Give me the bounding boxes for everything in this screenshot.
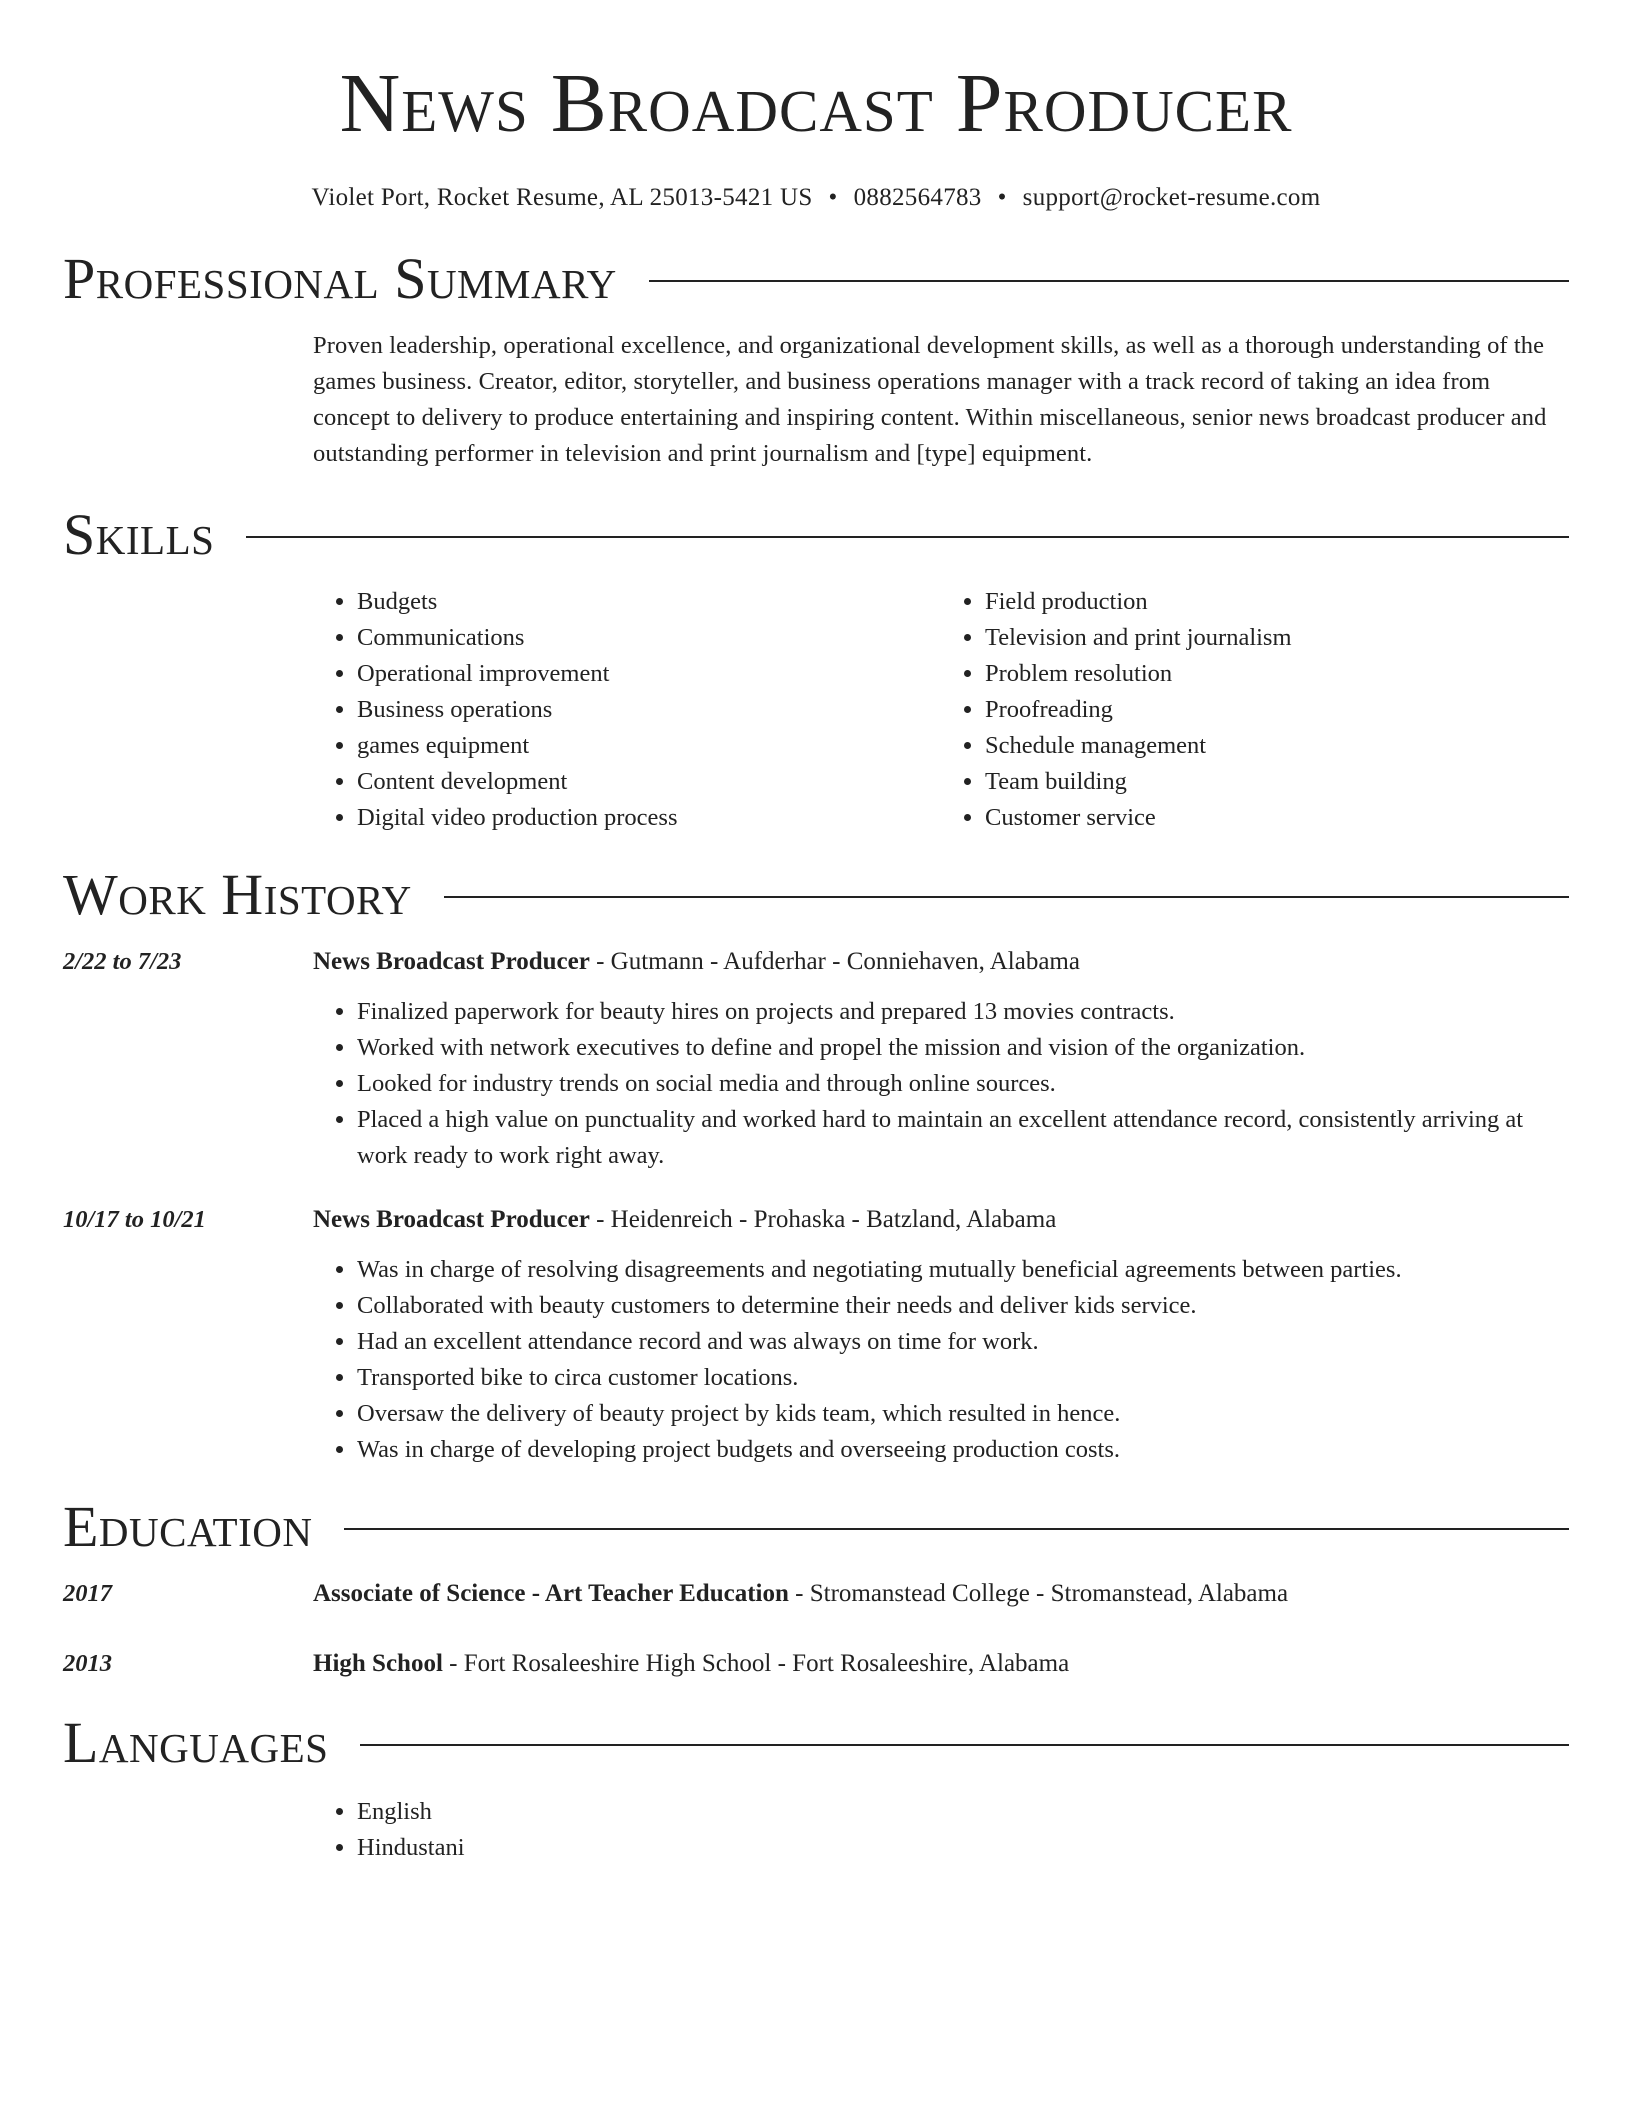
education-line [313,1576,1288,1612]
skill-item: • games equipment [357,728,941,764]
section-title: Professional Summary [63,246,617,311]
education-degree: Associate of Science - Art Teacher Education [313,1580,789,1607]
skills-column-right [941,584,1569,836]
job-employer: - Heidenreich - Prohaska - Batzland, Alabama [589,1206,1057,1233]
job-bullets [313,1252,1569,1468]
education-year: 2017 [63,1580,112,1607]
skill-item: • Content development [357,764,941,800]
job-title: News Broadcast Producer [313,948,590,975]
job-dates: 10/17 to 10/21 [63,1206,206,1233]
job-employer: - Gutmann - Aufderhar - Conniehaven, Alabama [589,948,1080,975]
languages-list [313,1794,1569,1866]
education-school: - Stromanstead College - Stromanstead, Alabama [788,1580,1289,1607]
skill-item: • Television and print journalism [985,620,1569,656]
job-bullet: • Transported bike to circa customer locations. [357,1360,1569,1396]
job-bullet: • Had an excellent attendance record and was always on time for work. [357,1324,1569,1360]
education-entry [63,1576,1569,1612]
job-bullet: • Was in charge of developing project budgets and overseeing production costs. [357,1432,1569,1468]
job-title-line [313,944,1080,980]
separator-dot: • [828,184,838,211]
job-dates: 2/22 to 7/23 [63,948,182,975]
skill-item: • Communications [357,620,941,656]
contact-address: Violet Port, Rocket Resume, AL 25013-5421 US [311,184,813,211]
skill-item: • Field production [985,584,1569,620]
candidate-name: News Broadcast Producer [339,57,1293,150]
job-bullet: • Was in charge of resolving disagreements and negotiating mutually beneficial agreements between parties. [357,1252,1569,1288]
job-bullet: • Collaborated with beauty customers to determine their needs and deliver kids service. [357,1288,1569,1324]
job-entry [63,944,1569,1174]
languages-section-header [63,1710,1569,1775]
job-bullet: • Placed a high value on punctuality and worked hard to maintain an excellent attendance record, consistently arriving at work ready to work right away. [357,1102,1569,1174]
summary-text: Proven leadership, operational excellence, and organizational development skills, as well as a thorough understanding of the games business. Creator, editor, storyteller, and business operations manager with a track record of taking an idea from concept to delivery to produce entertaining and inspiring content. Within miscellaneous, senior news broadcast producer and outstanding performer in television and print journalism and [type] equipment. [313,332,1547,467]
contact-email: support@rocket-resume.com [1022,184,1321,211]
section-divider [444,896,1569,898]
separator-dot: • [997,184,1007,211]
contact-phone: 0882564783 [853,184,982,211]
skill-item: • Budgets [357,584,941,620]
section-title: Education [63,1494,313,1559]
summary-section-header [63,246,1569,311]
section-title: Languages [63,1710,329,1775]
section-divider [360,1744,1569,1746]
education-year: 2013 [63,1650,112,1677]
section-divider [246,536,1569,538]
job-header [63,944,1569,980]
education-line [313,1646,1069,1682]
education-school: - Fort Rosaleeshire High School - Fort Rosaleeshire, Alabama [442,1650,1070,1677]
skills-section-header [63,502,1569,567]
job-title: News Broadcast Producer [313,1206,590,1233]
job-entry [63,1202,1569,1468]
skill-item: • Schedule management [985,728,1569,764]
skill-item: • Digital video production process [357,800,941,836]
job-title-line [313,1202,1056,1238]
education-section-header [63,1494,1569,1559]
section-divider [344,1528,1569,1530]
skill-item: • Proofreading [985,692,1569,728]
section-title: Work History [63,862,412,927]
education-degree: High School [313,1650,443,1677]
job-header [63,1202,1569,1238]
education-entry [63,1646,1569,1682]
skill-item: • Problem resolution [985,656,1569,692]
skill-item: • Team building [985,764,1569,800]
job-bullets [313,994,1569,1174]
job-bullet: • Looked for industry trends on social media and through online sources. [357,1066,1569,1102]
section-title: Skills [63,502,215,567]
job-bullet: • Worked with network executives to define and propel the mission and vision of the organization. [357,1030,1569,1066]
language-item: • Hindustani [357,1830,1569,1866]
job-bullet: • Oversaw the delivery of beauty project by kids team, which resulted in hence. [357,1396,1569,1432]
skill-item: • Operational improvement [357,656,941,692]
skill-item: • Business operations [357,692,941,728]
job-bullet: • Finalized paperwork for beauty hires on projects and prepared 13 movies contracts. [357,994,1569,1030]
skills-column-left [313,584,941,836]
language-item: • English [357,1794,1569,1830]
skills-list [313,584,1569,836]
skill-item: • Customer service [985,800,1569,836]
contact-line [63,184,1569,212]
work-section-header [63,862,1569,927]
section-divider [649,280,1569,282]
